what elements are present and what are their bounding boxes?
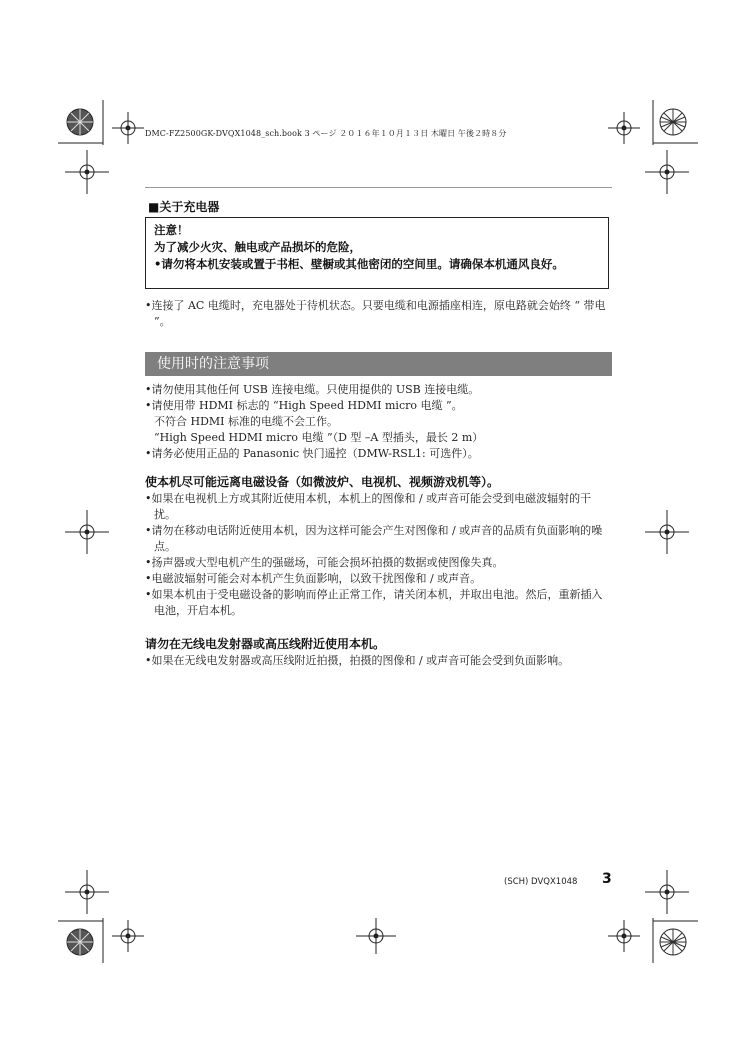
usage-precautions-list — [145, 382, 611, 462]
list-item-sub: 不符合 HDMI 标准的电缆不会工作。 — [154, 415, 339, 428]
page-number: 3 — [602, 871, 612, 887]
usage-precautions-header: 使用时的注意事项 — [145, 352, 612, 376]
list-item-sub: “High Speed HDMI micro 电缆 ”（D 型 –A 型插头，最长 2 m） — [154, 431, 484, 444]
starburst-top-right — [660, 109, 686, 135]
list-item: •扬声器或大型电机产生的强磁场，可能会损坏拍摄的数据或使图像失真。 — [145, 556, 504, 569]
list-item: •请勿在移动电话附近使用本机，因为这样可能会产生对图像和 / 或声音的品质有负面影响的噪点。 — [145, 524, 603, 553]
list-item: •请务必使用正品的 Panasonic 快门遥控（DMW-RSL1: 可选件）。 — [145, 447, 479, 460]
caution-line-2: •请勿将本机安装或置于书柜、壁橱或其他密闭的空间里。请确保本机通风良好。 — [154, 257, 564, 271]
electromagnetic-heading: 使本机尽可能远离电磁设备（如微波炉、电视机、视频游戏机等）。 — [145, 475, 500, 489]
electromagnetic-list — [145, 491, 611, 619]
top-divider — [145, 187, 612, 188]
list-item: •如果在电视机上方或其附近使用本机，本机上的图像和 / 或声音可能会受到电磁波辐射的干扰。 — [145, 492, 592, 521]
radio-transmitter-list — [145, 653, 611, 669]
caution-box — [145, 217, 609, 289]
list-item: •电磁波辐射可能会对本机产生负面影响，以致干扰图像和 / 或声音。 — [145, 572, 482, 585]
caution-line-1: 为了减少火灾、触电或产品损坏的危险， — [154, 240, 361, 254]
charger-section-title: ■关于充电器 — [148, 200, 220, 214]
caution-label: 注意！ — [154, 223, 189, 237]
list-item: •请勿使用其他任何 USB 连接电缆。只使用提供的 USB 连接电缆。 — [145, 383, 480, 396]
radio-transmitter-heading: 请勿在无线电发射器或高压线附近使用本机。 — [145, 637, 386, 651]
list-item: •请使用带 HDMI 标志的 “High Speed HDMI micro 电缆 ”。 — [145, 399, 463, 412]
list-item: •如果本机由于受电磁设备的影响而停止正常工作，请关闭本机，并取出电池。然后，重新插入电池，开启本机。 — [145, 588, 603, 617]
document-code: (SCH) DVQX1048 — [504, 877, 578, 887]
starburst-bottom-left — [67, 929, 93, 955]
starburst-top-left — [67, 109, 93, 135]
charger-note: •连接了 AC 电缆时，充电器处于待机状态。只要电缆和电源插座相连，原电路就会始终 “ 带电 ”。 — [145, 299, 606, 328]
starburst-bottom-right — [660, 929, 686, 955]
list-item: •如果在无线电发射器或高压线附近拍摄，拍摄的图像和 / 或声音可能会受到负面影响。 — [145, 654, 570, 667]
book-file-info: DMC-FZ2500GK-DVQX1048_sch.book 3 ページ ２０１６年１０月１３日 木曜日 午後２時８分 — [145, 129, 507, 138]
